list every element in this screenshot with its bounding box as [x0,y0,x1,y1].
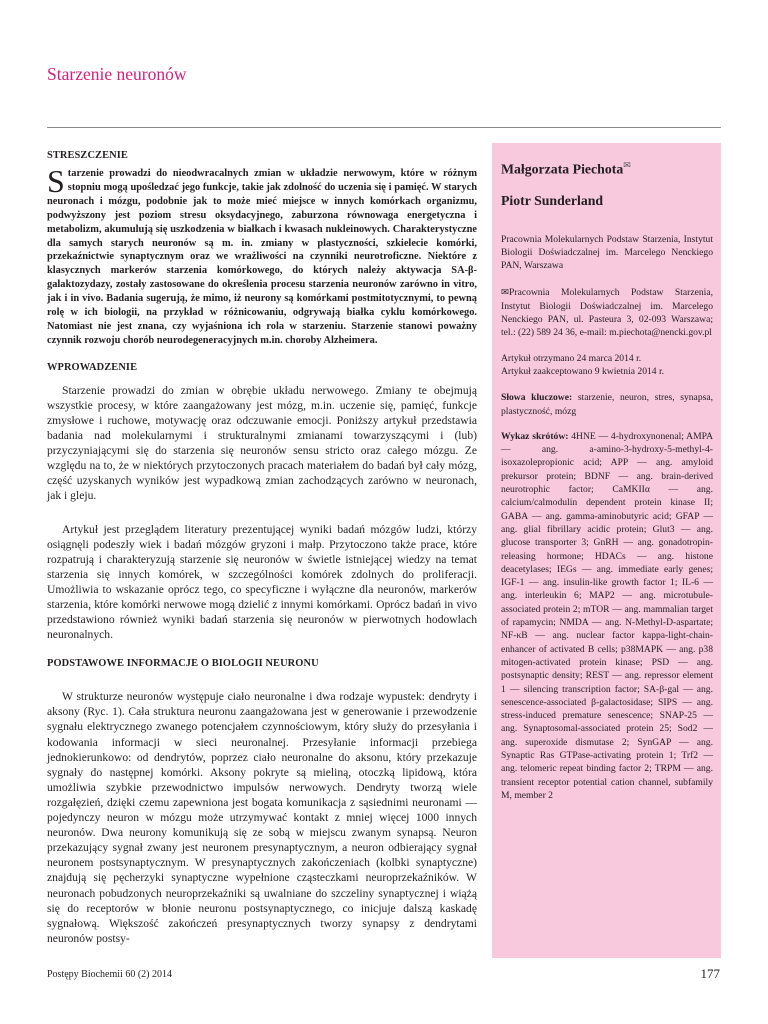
affiliation: Pracownia Molekularnych Podstaw Starzenia, Instytut Biologii Doświadczalnej im. Marcelego Nenckiego PAN, Warszawa [501,233,713,272]
intro-paragraph-2: Artykuł jest przeglądem literatury prezentującej wyniki badań mózgów ludzi, którzy osiągnęli podeszły wiek i badań mózgów gryzoni i małp. Przytoczono także prace, które rozpatrują i charakteryzują starzenie się neuronów w świetle istniejącej wiedzy na temat starzenia się innych komórek, w szczególności komórek zdolnych do proliferacji. Umożliwia to wskazanie oprócz tego, co specyficzne i wyłączne dla neuronów, markerów starzenia, które komórki nerwowe mogą dzielić z innymi komórkami. Oprócz badań in vivo przedstawiono również wyniki badań starzenia się neuronów w pierwotnych hodowlach neuronalnych. [47,522,477,642]
author-sidebar [492,143,721,958]
abbrev-label: Wykaz skrótów: [501,430,569,442]
abbrev-text: 4HNE — 4-hydroxynonenal; AMPA — ang. a-amino-3-hydroxy-5-methyl-4-isoxazolepropionic acid; APP — ang. amyloid prekursor protein; BDNF — ang. brain-derived neurotrophic factor; CaMKIIα — ang. calcium/calmodulin dependent protein kinase II; GABA — ang. gamma-aminobutyric acid; GFAP — ang. glial fibrillary acidic protein; Glut3 — ang. glucose transporter 3; GnRH — ang. gonadotropin-releasing hormone; HDACs — ang. histone deacetylases; IEGs — ang. immediate early genes; IGF-1 — ang. insulin-like growth factor 1; IL-6 — ang. interleukin 6; MAP2 — ang. microtubule-associated protein 2; mTOR — ang. mammalian target of rapamycin; NMDA — ang. N-Methyl-D-aspartate; NF-κB — ang. nuclear factor kappa-light-chain-enhancer of activated B cells; p38MAPK — ang. p38 mitogen-activated protein kinase; PSD — ang. postsynaptic density; REST — ang. repressor element 1 — silencing transcription factor; SA-β-gal — ang. senescence-associated β-galactosidase; SIPS — ang. stress-induced premature senescence; SNAP-25 — ang. Synaptosomal-associated protein 25; Sod2 — ang. superoxide dismutase 2; SynGAP — ang. Synaptic Ras GTPase-activating protein 1; Trf2 — ang. telomeric repeat binding factor 2; TRPM — ang. transient receptor potential cation channel, subfamily M, member 2 [501,430,713,801]
keywords-text: starzenie, neuron, stres, synapsa, plastyczność, mózg [501,392,713,417]
accepted-date: Artykuł zaakceptowano 9 kwietnia 2014 r. [501,365,665,377]
intro-paragraph-1: Starzenie prowadzi do zmian w obrębie układu nerwowego. Zmiany te obejmują wszystkie procesy, w które zaangażowany jest mózg, m.in. uczenie się, pamięć, funkcje zmysłowe i ruchowe, motywację oraz odczuwanie emocji. Poniższy artykuł przedstawia badania nad molekularnymi i strukturalnymi zmianami towarzyszącymi i (lub) przyczyniającymi się do starzenia się neuronów sensu stricto oraz całego mózgu. Ze względu na to, że w niektórych przytoczonych pracach materiałem do badań był cały mózg, część uzyskanych wyników jest wypadkową zmian zachodzących zarówno w neuronach, jak i gleju. [47,383,477,503]
basics-paragraph-1: W strukturze neuronów występuje ciało neuronalne i dwa rodzaje wypustek: dendryty i aksony (Ryc. 1). Cała struktura neuronu zaangażowana jest w generowanie i przewodzenie sygnału elektrycznego zwanego potencjałem czynnościowym, który służy do przesyłania i kodowania informacji w sieci neuronalnej. Przesyłanie informacji przebiega jednokierunkowo: od dendrytów, poprzez ciało neuronalne do aksonu, który przekazuje sygnały do następnej komórki. Aksony pokryte są mieliną, otoczką lipidową, która umożliwia szybkie przewodnictwo impulsów nerwowych. Dendryty tworzą wiele rozgałęzień, dzięki czemu zapewniona jest bogata komunikacja z sąsiednimi neuronami — pojedynczy neuron w mózgu może utrzymywać kontakt z mniej więcej 1000 innych neuronów. Dwa neurony komunikują się ze sobą w miejscu zwanym synapsą. Neuron przekazujący sygnał zwany jest neuronem presynaptycznym, a neuron odbierający sygnał neuronem postsynaptycznym. W presynaptycznych zakończeniach (kolbki synaptyczne) znajdują się pęcherzyki synaptyczne wypełnione cząsteczkami neuroprzekaźników. W neuronach pobudzonych neuroprzekaźniki są uwalniane do szczeliny synaptycznej i wiążą się do receptorów w błonie neuronu postsynaptycznego, co inicjuje dalszą kaskadę sygnałową. Większość zakończeń presynaptycznych tworzy synapsy z dendrytami neuronów postsy- [47,690,477,945]
abstract-text [47,163,477,348]
abstract-body: tarzenie prowadzi do nieodwracalnych zmian w układzie nerwowym, które w różnym stopniu mogą upośledzać jego funkcje, takie jak zdolność do uczenia się i pamięć. W starych neuronach i mózgu, podobnie jak to może mieć miejsce w innych komórkach organizmu, podwyższony jest poziom stresu oksydacyjnego, zaburzona równowaga energetyczna i metabolizm, akumulują się uszkodzenia w białkach i kwasach nukleinowych. Charakterystyczne dla samych starych neuronów są m. in. zmiany w plastyczności, szkielecie komórki, przekaźnictwie synaptycznym oraz we wrażliwości na czynniki neurotroficzne. Niektóre z klasycznych markerów starzenia komórkowego, do których należy aktywacja SA-β-galaktozydazy, zostały zastosowane do określenia procesu starzenia neuronów zarówno in vitro, jak i in vivo. Badania sugerują, że mimo, iż neurony są komórkami postmitotycznymi, to pewną rolę w ich biologii, na przykład w różnicowaniu, odgrywają białka cyklu komórkowego. Natomiast nie jest znana, czy wyjaśniona ich rola w starzeniu. Starzenie stanowi poważny czynnik rozwoju chorób neurodegeneracyjnych m.in. choroby Alzheimera. [47,168,477,346]
received-date: Artykuł otrzymano 24 marca 2014 r. [501,352,642,364]
dropcap: S [47,163,65,199]
article-title: Starzenie neuronów [47,64,187,84]
keywords [501,391,713,418]
intro-heading: WPROWADZENIE [47,361,138,373]
abbreviations [501,430,713,802]
author-1: Małgorzata Piechota✉ [501,160,631,177]
contact-info: ✉Pracownia Molekularnych Podstaw Starzenia, Instytut Biologii Doświadczalnej im. Marcelego Nenckiego PAN, ul. Pasteura 3, 02-093 Warszawa; tel.: (22) 589 24 36, e-mail: m.piechota@nencki.gov.pl [501,287,713,339]
title-rule [47,127,721,128]
page-number: 177 [700,966,720,981]
author-2: Piotr Sunderland [501,192,604,208]
envelope-icon: ✉ [623,160,631,170]
journal-footer: Postępy Biochemii 60 (2) 2014 [47,969,172,980]
abstract-heading: STRESZCZENIE [47,150,128,161]
main-column [47,150,477,946]
basics-heading: PODSTAWOWE INFORMACJE O BIOLOGII NEURONU [47,658,319,670]
keywords-label: Słowa kluczowe: [501,392,573,404]
